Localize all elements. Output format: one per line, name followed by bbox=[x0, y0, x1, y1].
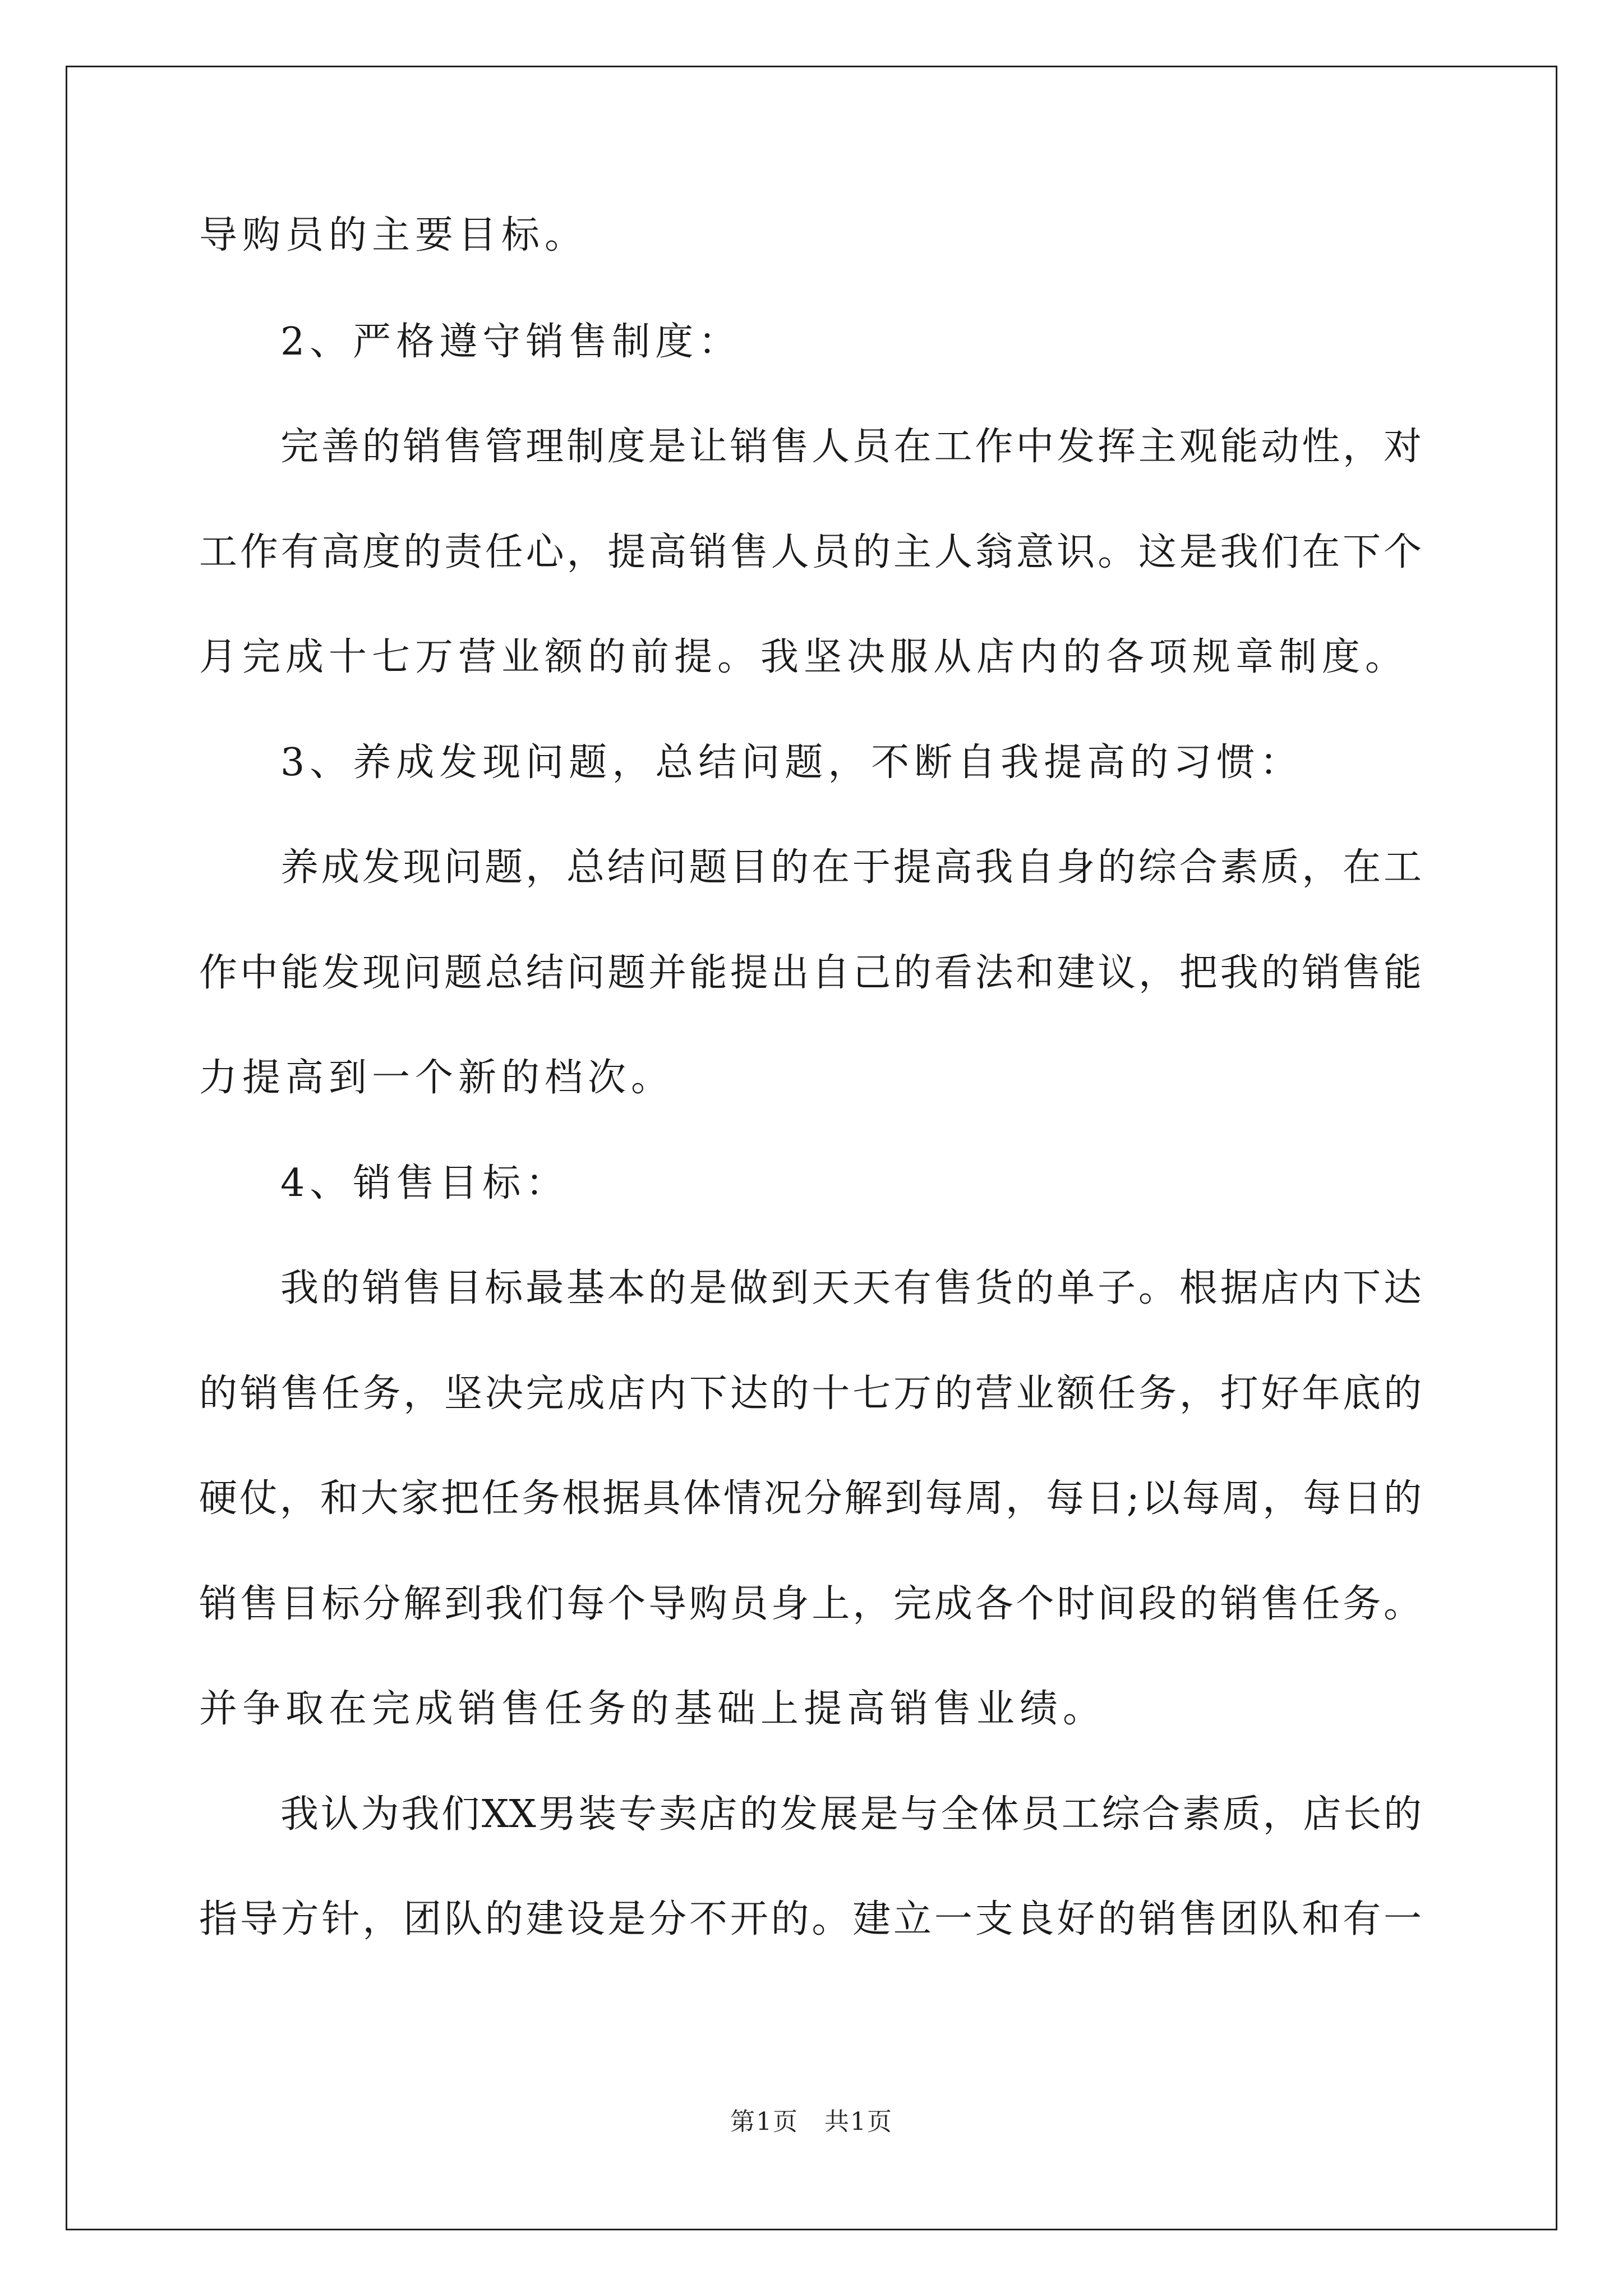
paragraph-line: 月完成十七万营业额的前提。我坚决服从店内的各项规章制度。 bbox=[199, 635, 1409, 679]
section-heading: 4、销售目标： bbox=[280, 1161, 569, 1205]
paragraph-line: 指导方针，团队的建设是分不开的。建立一支良好的销售团队和有一 bbox=[199, 1897, 1422, 1941]
paragraph-line: 作中能发现问题总结问题并能提出自己的看法和建议，把我的销售能 bbox=[199, 951, 1422, 995]
paragraph-line: 销售目标分解到我们每个导购员身上，完成各个时间段的销售任务。 bbox=[199, 1582, 1422, 1626]
paragraph-line: 导购员的主要目标。 bbox=[199, 213, 588, 257]
paragraph-line: 硬仗，和大家把任务根据具体情况分解到每周，每日;以每周，每日的 bbox=[199, 1476, 1422, 1521]
page-number-footer: 第1页 共1页 bbox=[730, 2108, 893, 2136]
paragraph-line: 并争取在完成销售任务的基础上提高销售业绩。 bbox=[199, 1687, 1106, 1731]
paragraph-line: 养成发现问题，总结问题目的在于提高我自身的综合素质，在工 bbox=[280, 845, 1422, 890]
paragraph-line: 完善的销售管理制度是让销售人员在工作中发挥主观能动性，对 bbox=[280, 425, 1422, 469]
section-heading: 2、严格遵守销售制度： bbox=[280, 320, 742, 364]
paragraph-line: 我的销售目标最基本的是做到天天有售货的单子。根据店内下达 bbox=[280, 1266, 1422, 1310]
paragraph-line: 工作有高度的责任心，提高销售人员的主人翁意识。这是我们在下个 bbox=[199, 530, 1422, 574]
paragraph-line: 力提高到一个新的档次。 bbox=[199, 1056, 675, 1100]
section-heading: 3、养成发现问题，总结问题，不断自我提高的习惯： bbox=[280, 740, 1303, 785]
paragraph-line: 我认为我们XX男装专卖店的发展是与全体员工综合素质，店长的 bbox=[280, 1792, 1422, 1837]
paragraph-line: 的销售任务，坚决完成店内下达的十七万的营业额任务，打好年底的 bbox=[199, 1372, 1422, 1416]
